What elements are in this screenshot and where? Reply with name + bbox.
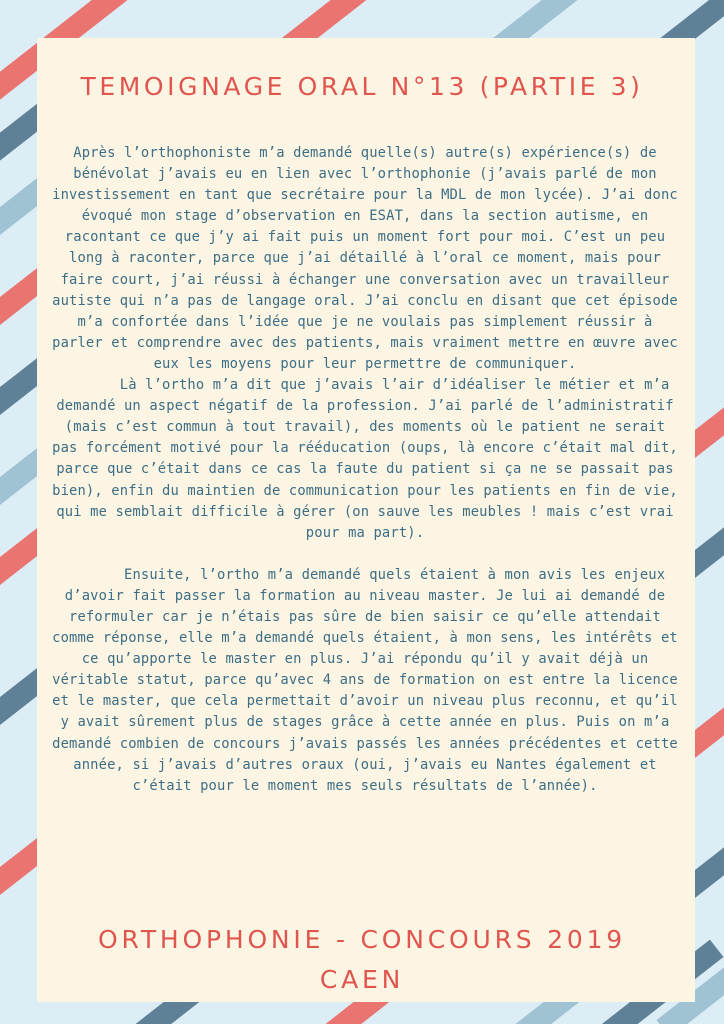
paragraph: Après l’orthophoniste m’a demandé quelle(s) autre(s) expérience(s) de bénévolat j’avais eu en lien avec l’orthophonie (j’avais parlé de mon investissement en tant que secrétaire pour la MDL de mon lycée). J’ai donc évoqué mon stage d’observation en ESAT, dans la section autisme, en racontant ce que j’y ai fait puis un moment fort pour moi. C’est un peu long à raconter, parce que j’ai détaillé à l’oral ce moment, mais pour faire court, j’ai réussi à échanger une conversation avec un travailleur autiste qui n’a pas de langage oral. J’ai conclu en disant que cet épisode m’a confortée dans l’idée que je ne voulais pas simplement réussir à parler et comprendre avec des patients, mais vraiment mettre en œuvre avec eux les moyens pour leur permettre de communiquer. xyxy=(52,145,678,372)
paragraph-spacer xyxy=(48,544,682,565)
page-title: TEMOIGNAGE ORAL N°13 (PARTIE 3) xyxy=(80,72,644,101)
paragraph-text: Là l’ortho m’a dit que j’avais l’air d’idéaliser le métier et m’a demandé un aspect négatif de la profession. J’ai parlé de l’administratif (mais c’est commun à tout travail), des moments où le patient ne serait pas forcément motivé pour la rééducation (oups, là encore c’était mal dit, parce que c’était dans ce cas la faute du patient si ça ne se passait pas bien), enfin du maintien de communication pour les patients en fin de vie, qui me semblait difficile à gérer (on sauve les meubles ! mais c’est vrai pour ma part). xyxy=(52,377,678,541)
testimony-body xyxy=(48,143,682,797)
footer-heading xyxy=(0,920,724,1000)
footer-line: CAEN xyxy=(319,965,405,994)
paragraph-text: Ensuite, l’ortho m’a demandé quels étaient à mon avis les enjeux d’avoir fait passer la formation au niveau master. Je lui ai demandé de reformuler car je n’étais pas sûre de bien saisir ce qu’elle attendait comme réponse, elle m’a demandé quels étaient, à mon sens, les intérêts et ce qu’apporte le master en plus. J’ai répondu qu’il y avait déjà un véritable statut, parce qu’avec 4 ans de formation on est entre la licence et le master, que cela permettait d’avoir un niveau plus reconnu, et qu’il y avait sûrement plus de stages grâce à cette année en plus. Puis on m’a demandé combien de concours j’avais passés les années précédentes et cette année, si j’avais d’autres oraux (oui, j’avais eu Nantes également et c’était pour le moment mes seuls résultats de l’année). xyxy=(52,566,678,794)
paragraph xyxy=(48,565,682,797)
paragraph xyxy=(48,375,682,544)
footer-line: ORTHOPHONIE - CONCOURS 2019 xyxy=(98,925,626,954)
